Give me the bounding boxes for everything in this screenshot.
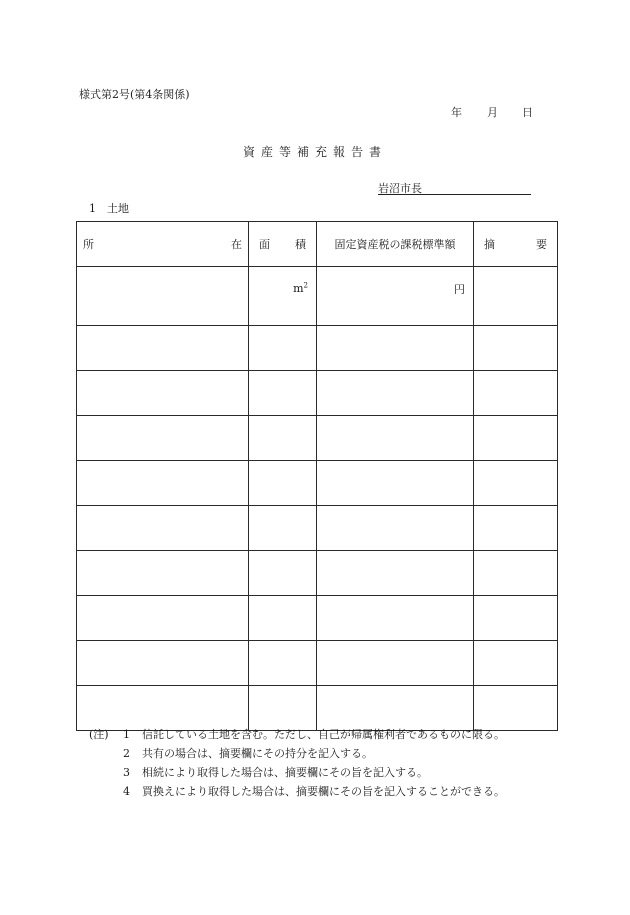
notes-prefix: (注) [89,728,109,741]
cell-remarks[interactable] [474,267,558,326]
cell-assessed-value[interactable] [317,461,474,506]
cell-assessed-value[interactable] [317,267,474,326]
cell-location[interactable] [77,267,249,326]
table-row [77,461,558,506]
area-unit: $m^2$ [293,281,308,295]
cell-assessed-value[interactable] [317,506,474,551]
header-remarks-first: 摘 [484,238,495,251]
value-unit: 円 [454,283,465,296]
date-day-label: 日 [522,106,533,119]
cell-area[interactable] [249,461,317,506]
cell-location[interactable] [77,506,249,551]
cell-remarks[interactable] [474,551,558,596]
cell-remarks[interactable] [474,461,558,506]
cell-remarks[interactable] [474,506,558,551]
cell-location[interactable] [77,416,249,461]
note-item [89,725,505,744]
cell-assessed-value[interactable] [317,371,474,416]
cell-location[interactable] [77,551,249,596]
cell-assessed-value[interactable] [317,326,474,371]
cell-area[interactable] [249,267,317,326]
table-row [77,686,558,731]
date-month-label: 月 [487,106,498,119]
header-area [249,222,317,267]
table-row [77,641,558,686]
header-remarks [474,222,558,267]
note-item [89,782,505,801]
note-text: 共有の場合は、摘要欄にその持分を記入する。 [142,747,373,760]
cell-assessed-value[interactable] [317,641,474,686]
table-row [77,416,558,461]
cell-assessed-value[interactable] [317,416,474,461]
cell-area[interactable] [249,551,317,596]
note-number: 1 [123,728,130,741]
cell-location[interactable] [77,371,249,416]
note-item [89,744,505,763]
cell-remarks[interactable] [474,686,558,731]
note-text: 相続により取得した場合は、摘要欄にその旨を記入する。 [142,766,428,779]
cell-remarks[interactable] [474,596,558,641]
date-year-label: 年 [451,106,462,119]
header-assessed-value-label: 固定資産税の課税標準額 [334,238,456,251]
table-row [77,371,558,416]
note-text: 信託している土地を含む。ただし、自己が帰属権利者であるものに限る。 [142,728,505,741]
table-row [77,267,558,326]
document-title: 資産等補充報告書 [242,145,387,159]
cell-remarks[interactable] [474,371,558,416]
header-location-first: 所 [83,238,94,251]
addressee-field: 岩沼市長 [378,180,531,195]
header-assessed-value [317,222,474,267]
cell-area[interactable] [249,416,317,461]
section-label: 1 土地 [89,202,129,215]
cell-area[interactable] [249,326,317,371]
cell-assessed-value[interactable] [317,551,474,596]
cell-area[interactable] [249,371,317,416]
notes [89,725,505,801]
cell-area[interactable] [249,641,317,686]
note-text: 買換えにより取得した場合は、摘要欄にその旨を記入することができる。 [142,785,505,798]
cell-assessed-value[interactable] [317,596,474,641]
table-row [77,326,558,371]
cell-area[interactable] [249,686,317,731]
cell-location[interactable] [77,461,249,506]
table-header-row [77,222,558,267]
note-number: 2 [123,747,130,760]
header-remarks-second: 要 [536,238,547,251]
note-number: 4 [123,785,130,798]
cell-area[interactable] [249,596,317,641]
cell-location[interactable] [77,641,249,686]
table-row [77,596,558,641]
cell-area[interactable] [249,506,317,551]
cell-location[interactable] [77,326,249,371]
note-number: 3 [123,766,130,779]
cell-location[interactable] [77,596,249,641]
cell-remarks[interactable] [474,416,558,461]
table-row [77,551,558,596]
header-location-second: 在 [231,238,242,251]
note-item [89,763,505,782]
cell-remarks[interactable] [474,641,558,686]
cell-assessed-value[interactable] [317,686,474,731]
table-row [77,506,558,551]
header-location [77,222,249,267]
cell-location[interactable] [77,686,249,731]
form-number: 様式第2号(第4条関係) [79,88,190,101]
land-table [76,221,558,731]
cell-remarks[interactable] [474,326,558,371]
header-area-first: 面 [259,238,270,251]
header-area-second: 積 [295,238,306,251]
